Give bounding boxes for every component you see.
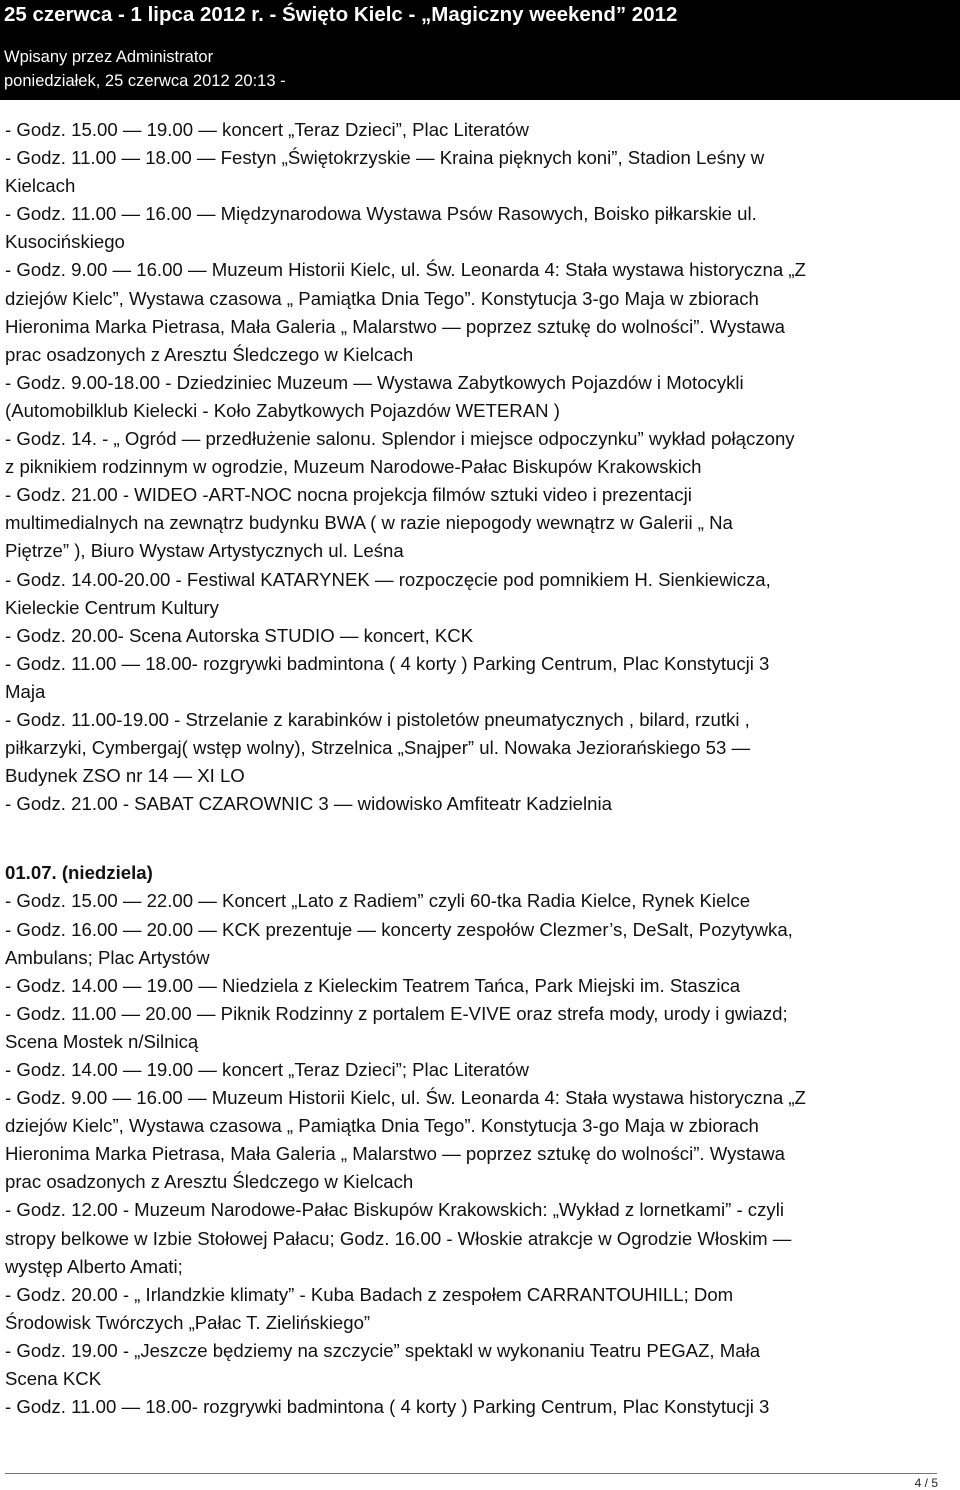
article-body [5,116,935,1421]
text-line: Hieronima Marka Pietrasa, Mała Galeria „ Malarstwo — poprzez sztukę do wolności”. Wystawa [5,315,786,337]
article-author: Wpisany przez Administrator [4,48,214,66]
text-line: Kieleckie Centrum Kultury [5,596,219,618]
text-line: - Godz. 14.00-20.00 - Festiwal KATARYNEK — rozpoczęcie pod pomnikiem H. Sienkiewicza, [5,568,771,590]
text-line: prac osadzonych z Aresztu Śledczego w Kielcach [5,343,414,365]
text-line: stropy belkowe w Izbie Stołowej Pałacu; Godz. 16.00 - Włoskie atrakcje w Ogrodzie Włoskim — [5,1227,792,1249]
header-bar [0,0,960,100]
text-line: dziejów Kielc”, Wystawa czasowa „ Pamiątka Dnia Tego”. Konstytucja 3-go Maja w zbiorach [5,1115,759,1137]
text-line: - Godz. 14. - „ Ogród — przedłużenie salonu. Splendor i miejsce odpoczynku” wykład połączony [5,428,795,450]
text-line: dziejów Kielc”, Wystawa czasowa „ Pamiątka Dnia Tego”. Konstytucja 3-go Maja w zbiorach [5,287,759,309]
text-line: (Automobilklub Kielecki - Koło Zabytkowych Pojazdów WETERAN ) [5,399,560,421]
footer-divider [5,1473,937,1474]
schedule-block-saturday [5,116,935,818]
text-line: Scena Mostek n/Silnicą [5,1030,199,1052]
text-line: - Godz. 11.00 — 18.00- rozgrywki badmintona ( 4 korty ) Parking Centrum, Plac Konstytucji 3 [5,1396,770,1418]
text-line: - Godz. 9.00 — 16.00 — Muzeum Historii Kielc, ul. Św. Leonarda 4: Stała wystawa historyczna „Z [5,1087,806,1109]
text-line: Kielcach [5,175,76,197]
text-line: z piknikiem rodzinnym w ogrodzie, Muzeum Narodowe-Pałac Biskupów Krakowskich [5,456,702,478]
text-line: Hieronima Marka Pietrasa, Mała Galeria „ Malarstwo — poprzez sztukę do wolności”. Wystawa [5,1143,786,1165]
text-line: - Godz. 19.00 - „Jeszcze będziemy na szczycie” spektakl w wykonaniu Teatru PEGAZ, Mała [5,1339,761,1361]
text-line: - Godz. 21.00 - SABAT CZAROWNIC 3 — widowisko Amfiteatr Kadzielnia [5,793,612,815]
text-line: występ Alberto Amati; [5,1255,183,1277]
text-line: - Godz. 14.00 — 19.00 — Niedziela z Kieleckim Teatrem Tańca, Park Miejski im. Staszica [5,974,741,996]
text-line: - Godz. 16.00 — 20.00 — KCK prezentuje — koncerty zespołów Clezmer’s, DeSalt, Pozytywka, [5,918,793,940]
section-gap [5,818,935,859]
text-line: - Godz. 11.00 — 16.00 — Międzynarodowa Wystawa Psów Rasowych, Boisko piłkarskie ul. [5,203,757,225]
text-line: Środowisk Twórczych „Pałac T. Zielińskiego” [5,1311,371,1333]
text-line: - Godz. 20.00 - „ Irlandzkie klimaty” - Kuba Badach z zespołem CARRANTOUHILL; Dom [5,1283,734,1305]
text-line: - Godz. 11.00 — 20.00 — Piknik Rodzinny z portalem E-VIVE oraz strefa mody, urody i gwiazd; [5,1002,788,1024]
section-heading: 01.07. (niedziela) [5,862,153,884]
text-line: Scena KCK [5,1368,102,1390]
text-line: Piętrze” ), Biuro Wystaw Artystycznych ul. Leśna [5,540,404,562]
article-date: poniedziałek, 25 czerwca 2012 20:13 - [4,72,286,90]
schedule-block-sunday [5,887,935,1421]
text-line: piłkarzyki, Cymbergaj( wstęp wolny), Strzelnica „Snajper” ul. Nowaka Jeziorańskiego 53 — [5,737,751,759]
text-line: - Godz. 14.00 — 19.00 — koncert „Teraz Dzieci”; Plac Literatów [5,1059,529,1080]
text-line: - Godz. 12.00 - Muzeum Narodowe-Pałac Biskupów Krakowskich: „Wykład z lornetkami” - czyli [5,1199,784,1221]
text-line: Ambulans; Plac Artystów [5,946,210,968]
article-title: 25 czerwca - 1 lipca 2012 r. - Święto Kielc - „Magiczny weekend” 2012 [4,3,678,26]
text-line: - Godz. 11.00-19.00 - Strzelanie z karabinków i pistoletów pneumatycznych , bilard, rzutki , [5,708,750,730]
text-line: - Godz. 9.00 — 16.00 — Muzeum Historii Kielc, ul. Św. Leonarda 4: Stała wystawa historyczna „Z [5,259,806,281]
text-line: - Godz. 20.00- Scena Autorska STUDIO — koncert, KCK [5,624,474,646]
text-line: - Godz. 15.00 — 19.00 — koncert „Teraz Dzieci”, Plac Literatów [5,119,529,140]
text-line: - Godz. 11.00 — 18.00- rozgrywki badmintona ( 4 korty ) Parking Centrum, Plac Konstytucji 3 [5,652,770,674]
text-line: Budynek ZSO nr 14 — XI LO [5,765,245,787]
text-line: multimedialnych na zewnątrz budynku BWA ( w razie niepogody wewnątrz w Galerii „ Na [5,512,733,534]
page-number: 4 / 5 [914,1476,938,1490]
text-line: - Godz. 15.00 — 22.00 — Koncert „Lato z Radiem” czyli 60-tka Radia Kielce, Rynek Kielce [5,890,751,912]
text-line: - Godz. 9.00-18.00 - Dziedziniec Muzeum — Wystawa Zabytkowych Pojazdów i Motocykli [5,371,744,393]
text-line: - Godz. 11.00 — 18.00 — Festyn „Świętokrzyskie — Kraina pięknych koni”, Stadion Leśny w [5,147,765,169]
text-line: - Godz. 21.00 - WIDEO -ART-NOC nocna projekcja filmów sztuki video i prezentacji [5,484,692,506]
text-line: Kusocińskiego [5,231,125,253]
text-line: prac osadzonych z Aresztu Śledczego w Kielcach [5,1171,414,1193]
text-line: Maja [5,680,46,702]
